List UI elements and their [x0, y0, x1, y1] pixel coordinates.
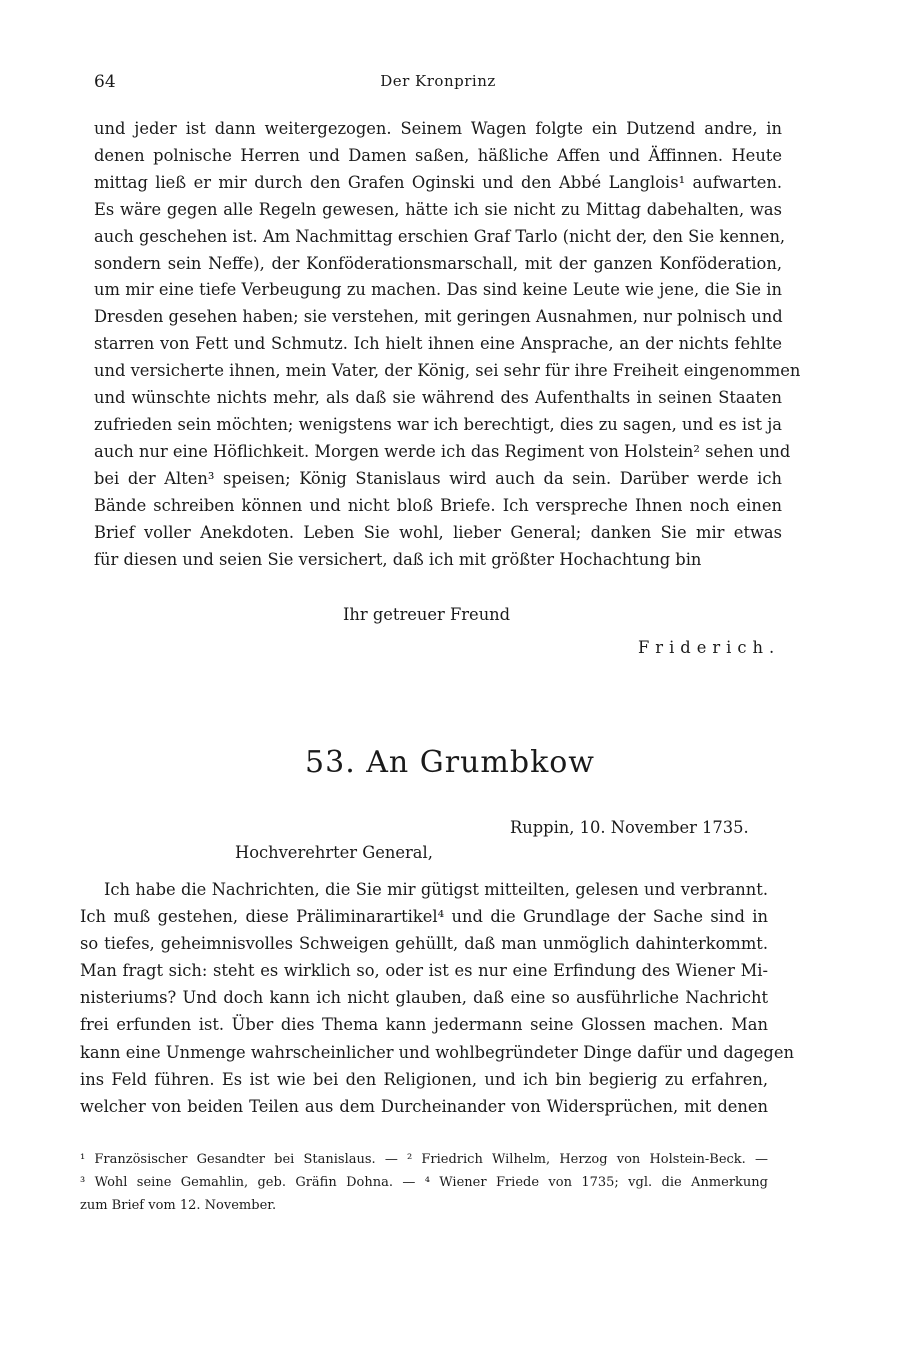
footnote-line: zum Brief vom 12. November.: [80, 1198, 277, 1213]
text-line: zufrieden sein möchten; wenigstens war ich berechtigt, dies zu sagen, und es ist ja: [94, 414, 782, 434]
footnote-line: ³ Wohl seine Gemahlin, geb. Gräfin Dohna. — ⁴ Wiener Friede von 1735; vgl. die Anmerkung: [80, 1175, 768, 1190]
text-line: Ich habe die Nachrichten, die Sie mir gütigst mitteilten, gelesen und verbrannt.: [104, 880, 768, 899]
salutation: Hochverehrter General,: [235, 843, 433, 862]
text-line: so tiefes, geheimnisvolles Schweigen gehüllt, daß man unmöglich dahinterkommt.: [80, 934, 768, 954]
footnote-line: ¹ Französischer Gesandter bei Stanislaus. — ² Friedrich Wilhelm, Herzog von Holstein-Beck. —: [80, 1152, 768, 1167]
text-line: Ich muß gestehen, diese Präliminarartikel⁴ und die Grundlage der Sache sind in: [80, 907, 768, 927]
dateline: Ruppin, 10. November 1735.: [510, 818, 749, 837]
text-line: und wünschte nichts mehr, als daß sie während des Aufenthalts in seinen Staaten: [94, 388, 782, 408]
text-line: starren von Fett und Schmutz. Ich hielt ihnen eine Ansprache, an der nichts fehlte: [94, 334, 782, 354]
text-line: auch nur eine Höflichkeit. Morgen werde ich das Regiment von Holstein² sehen und: [94, 441, 791, 461]
text-line: Bände schreiben können und nicht bloß Briefe. Ich verspreche Ihnen noch einen: [94, 495, 782, 515]
footnotes: [80, 1148, 768, 1217]
text-line: mittag ließ er mir durch den Grafen Oginski und den Abbé Langlois¹ aufwarten.: [94, 172, 782, 192]
text-line: und versicherte ihnen, mein Vater, der König, sei sehr für ihre Freiheit eingenommen: [94, 361, 801, 381]
text-line: welcher von beiden Teilen aus dem Durcheinander von Widersprüchen, mit denen: [80, 1096, 768, 1116]
text-line: Brief voller Anekdoten. Leben Sie wohl, lieber General; danken Sie mir etwas: [94, 522, 782, 542]
text-line: frei erfunden ist. Über dies Thema kann jedermann seine Glossen machen. Man: [80, 1015, 768, 1035]
text-line: bei der Alten³ speisen; König Stanislaus wird auch da sein. Darüber werde ich: [94, 468, 782, 488]
text-line: und jeder ist dann weitergezogen. Seinem Wagen folgte ein Dutzend andre, in: [94, 119, 782, 138]
text-line: denen polnische Herren und Damen saßen, häßliche Affen und Äffinnen. Heute: [94, 145, 782, 165]
text-line: ins Feld führen. Es ist wie bei den Religionen, und ich bin begierig zu erfahren,: [80, 1069, 768, 1089]
running-title: Der Kronprinz: [380, 72, 496, 90]
closing-formula: Ihr getreuer Freund: [343, 605, 511, 624]
text-line: sondern sein Neffe), der Konföderationsmarschall, mit der ganzen Konföderation,: [94, 253, 782, 273]
text-line: für diesen und seien Sie versichert, daß ich mit größter Hochachtung bin: [94, 549, 702, 569]
text-line: Man fragt sich: steht es wirklich so, oder ist es nur eine Erfindung des Wiener Mi-: [80, 961, 768, 981]
letter-53-body: [80, 876, 794, 1120]
text-line: Es wäre gegen alle Regeln gewesen, hätte ich sie nicht zu Mittag dabehalten, was: [94, 199, 782, 219]
text-line: Dresden gesehen haben; sie verstehen, mit geringen Ausnahmen, nur polnisch und: [94, 307, 783, 327]
text-line: kann eine Unmenge wahrscheinlicher und wohlbegründeter Dinge dafür und dagegen: [80, 1042, 794, 1062]
signature: Friderich.: [638, 638, 781, 657]
text-line: nisteriums? Und doch kann ich nicht glauben, daß eine so ausführliche Nachricht: [80, 988, 768, 1008]
letter-52-continuation: [94, 116, 801, 573]
letter-heading: 53. An Grumbkow: [305, 745, 595, 780]
page-number: 64: [94, 72, 116, 92]
page-header: [94, 72, 782, 94]
text-line: um mir eine tiefe Verbeugung zu machen. Das sind keine Leute wie jene, die Sie in: [94, 280, 782, 300]
text-line: auch geschehen ist. Am Nachmittag erschien Graf Tarlo (nicht der, den Sie kennen,: [94, 226, 786, 246]
